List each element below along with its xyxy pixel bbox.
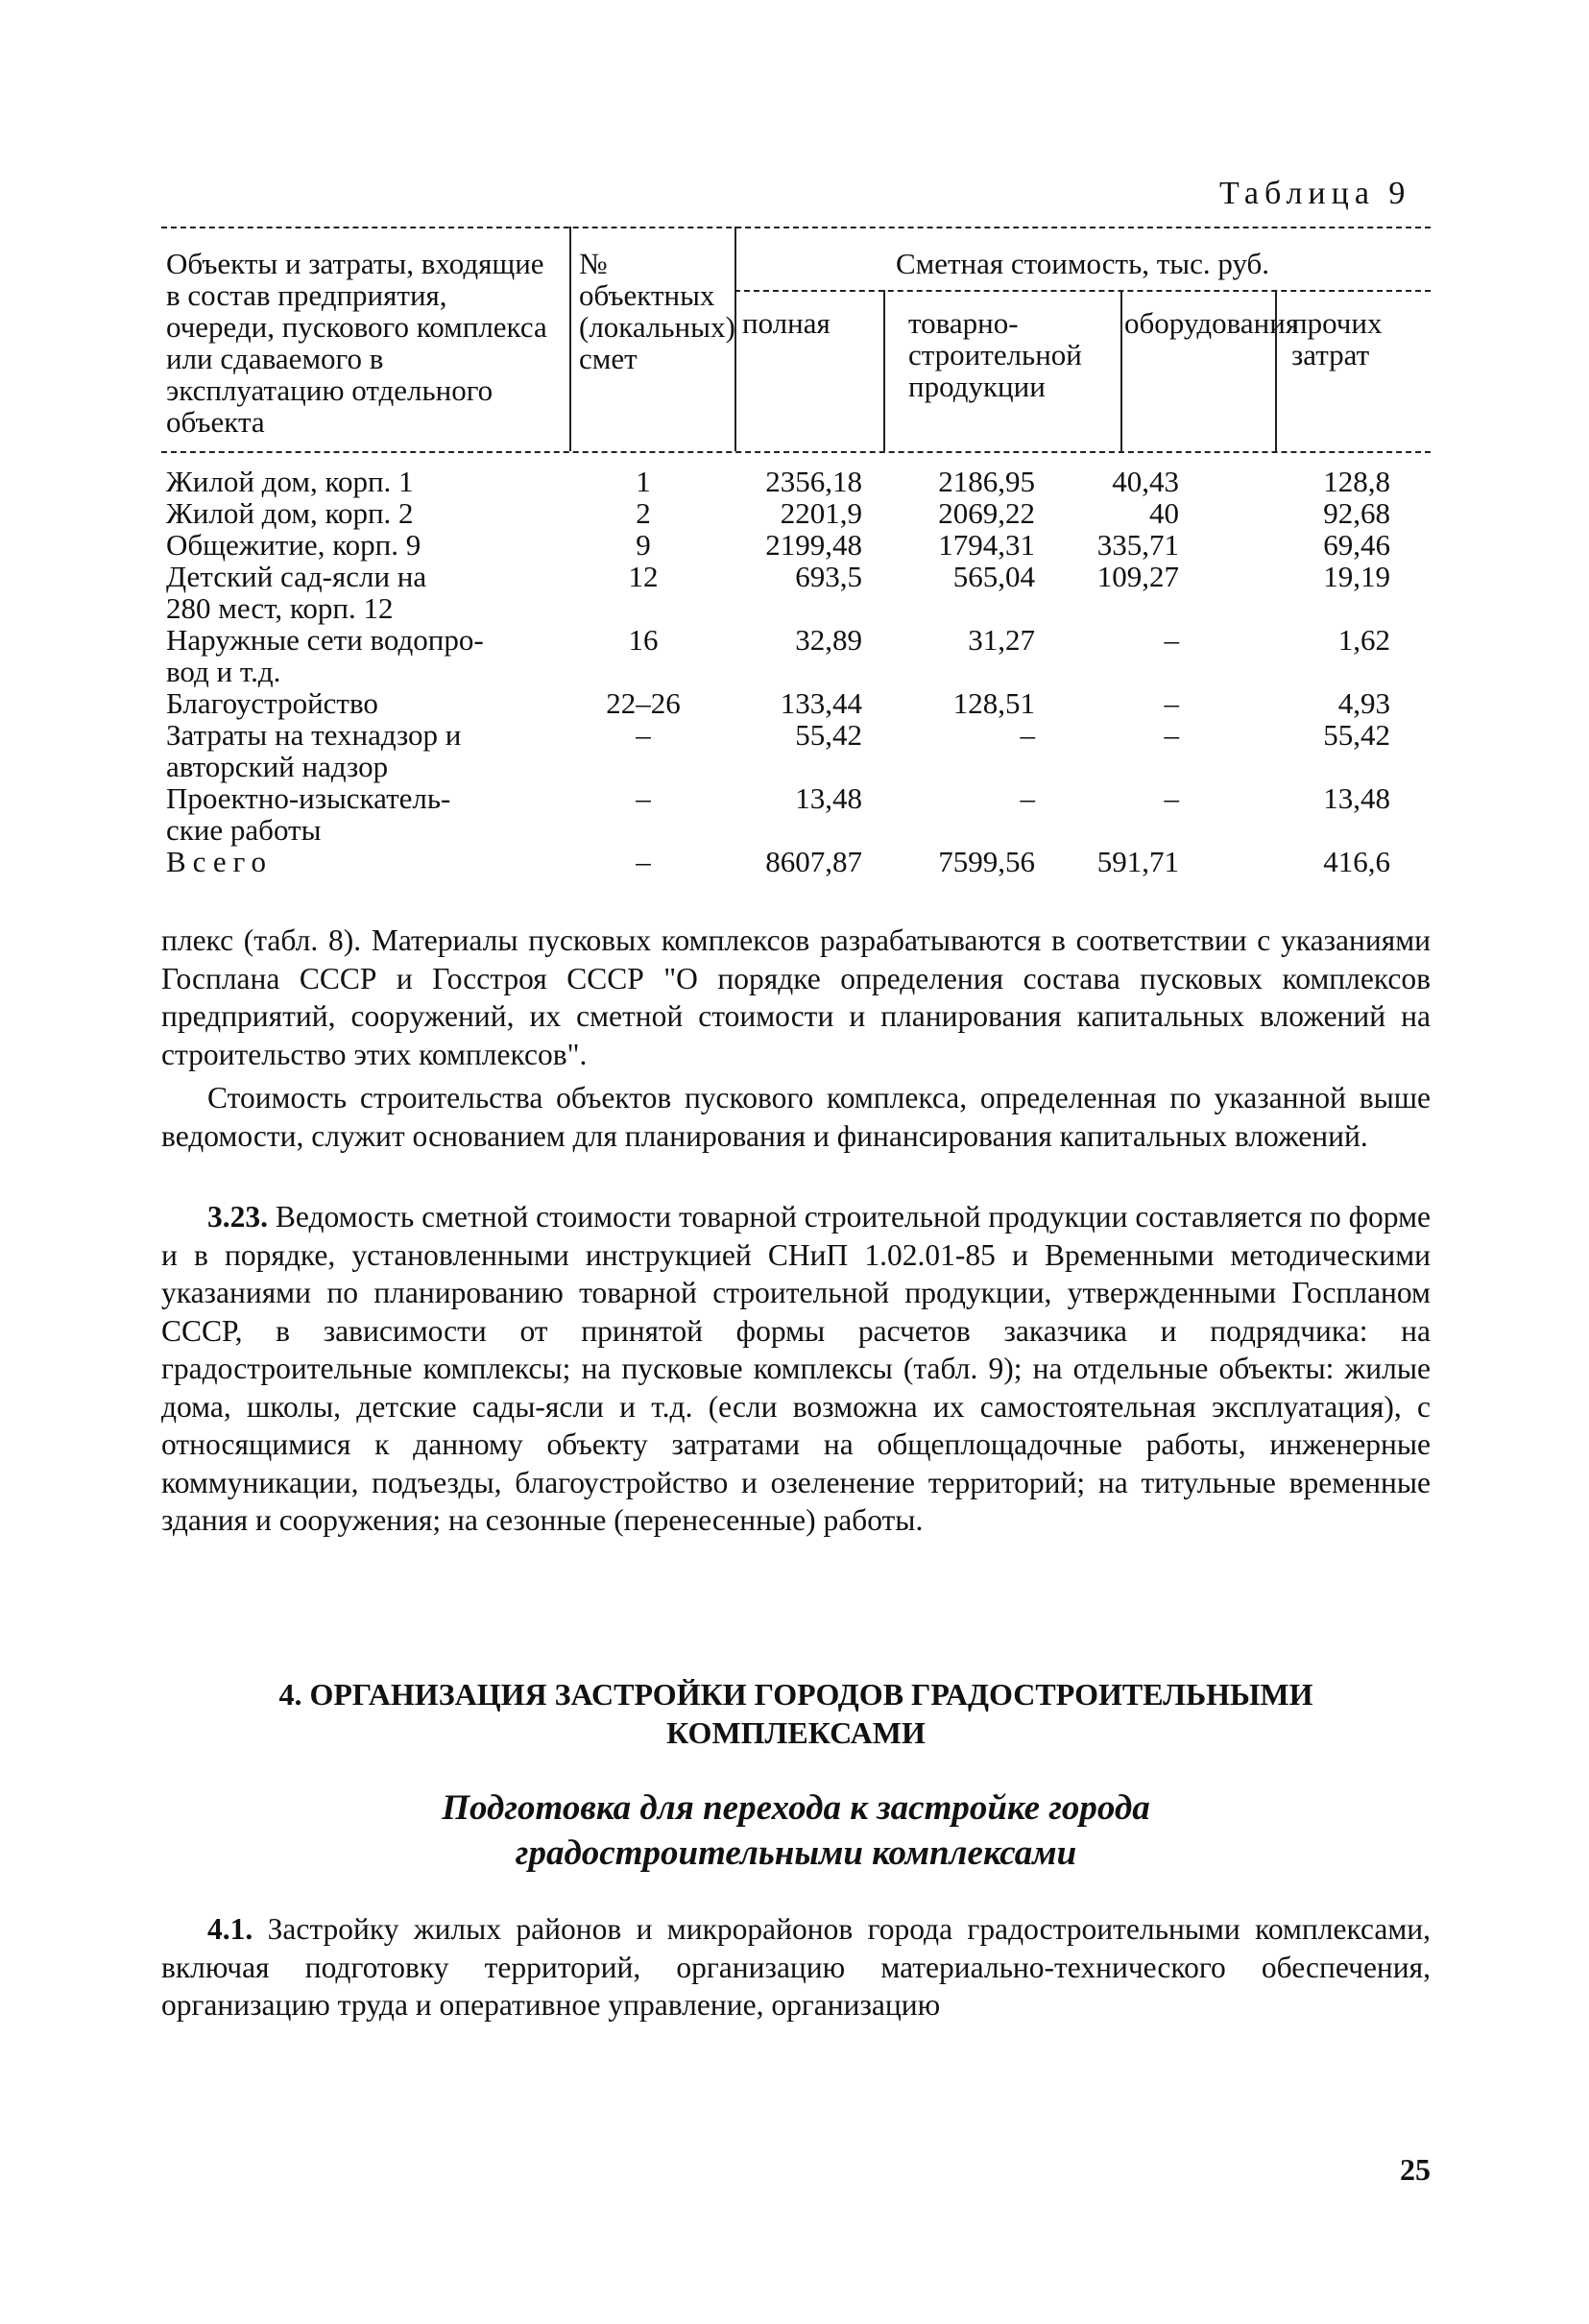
cell-equipment: 40,43 xyxy=(1112,465,1179,498)
table-row xyxy=(161,719,1431,751)
paragraph-4-1 xyxy=(161,1910,1431,2025)
table-row-continuation xyxy=(161,814,1431,846)
cell-number: – xyxy=(636,718,651,752)
cell-other: 55,42 xyxy=(1323,718,1390,752)
cell-other: 69,46 xyxy=(1323,528,1390,562)
header-other: прочих затрат xyxy=(1291,306,1383,371)
paragraph-text: Ведомость сметной стоимости товарной строительной продукции составляется по форме и в порядке, установленными инструкцией СНиП 1.02.01-85 и Временными методическими указаниями по планированию товарной строительной продукции, утвержденными Госпланом СССР, в зависимости от принятой формы расчетов заказчика и подрядчика: на градостроительные комплексы; на пусковые комплексы (табл. 9); на отдельные объекты: жилые дома, школы, детские сады-ясли и т.д. (если возможна их самостоятельная эксплуатация), с относящимися к данному объекту затратами на общеплощадочные работы, инженерные коммуникации, подъезды, благоустройство и озеленение территорий; на титульные временные здания и сооружения; на сезонные (перенесенные) работы. xyxy=(161,1200,1431,1537)
cell-name: Наружные сети водопро- xyxy=(166,623,484,657)
cell-name: Детский сад-ясли на xyxy=(166,560,427,593)
estimate-table xyxy=(161,227,1431,881)
table-row-continuation xyxy=(161,751,1431,782)
cell-number: 9 xyxy=(636,528,651,562)
cell-number: – xyxy=(636,781,651,815)
cell-full: 2356,18 xyxy=(765,465,862,498)
table-row xyxy=(161,624,1431,656)
cell-equipment: 335,71 xyxy=(1096,528,1179,562)
cell-equipment: 40 xyxy=(1149,496,1179,530)
cell-number: 2 xyxy=(636,496,651,530)
cell-name: Жилой дом, корп. 1 xyxy=(166,465,414,498)
table-row-total xyxy=(161,846,1431,877)
cell-other: 92,68 xyxy=(1323,496,1390,530)
cell-goods: 128,51 xyxy=(952,686,1035,720)
cell-equipment: – xyxy=(1164,781,1179,815)
table-top-rule xyxy=(161,227,1431,228)
table-header-bottom-rule xyxy=(161,451,1431,453)
table-row-continuation xyxy=(161,656,1431,687)
cell-goods: – xyxy=(1020,718,1035,752)
page-number: 25 xyxy=(1400,2152,1431,2187)
cell-number: 22–26 xyxy=(606,686,681,720)
table-row xyxy=(161,497,1431,529)
cell-full: 13,48 xyxy=(795,781,862,815)
cell-name: 280 мест, корп. 12 xyxy=(166,591,394,625)
header-equipment: оборудования xyxy=(1124,306,1300,340)
cell-goods: – xyxy=(1020,781,1035,815)
cell-name: Всего xyxy=(166,845,274,878)
cell-number: 1 xyxy=(636,465,651,498)
table-vrule-3 xyxy=(883,290,885,451)
cell-other: 4,93 xyxy=(1337,686,1390,720)
cell-other: 13,48 xyxy=(1323,781,1390,815)
table-subheader-rule xyxy=(734,290,1431,292)
header-goods: товарно-строительной продукции xyxy=(908,306,1082,403)
cell-goods: 2186,95 xyxy=(938,465,1035,498)
cell-equipment: 591,71 xyxy=(1096,845,1179,878)
cell-number: – xyxy=(636,845,651,878)
table-row xyxy=(161,687,1431,719)
cell-name: Проектно-изыскатель- xyxy=(166,781,451,815)
table-vrule-4 xyxy=(1120,290,1122,451)
cell-name: Затраты на технадзор и xyxy=(166,718,462,752)
cell-name: Жилой дом, корп. 2 xyxy=(166,496,414,530)
cell-number: 12 xyxy=(628,560,659,593)
paragraph-3-23 xyxy=(161,1198,1431,1540)
section-title-line-2: КОМПЛЕКСАМИ xyxy=(666,1715,926,1750)
table-row xyxy=(161,782,1431,814)
cell-full: 8607,87 xyxy=(765,845,862,878)
cell-full: 2199,48 xyxy=(765,528,862,562)
table-vrule-1 xyxy=(569,227,571,451)
cell-equipment: – xyxy=(1164,623,1179,657)
paragraph-text: Застройку жилых районов и микрорайонов города градостроительными комплексами, включая подготовку территорий, организацию материально-технического обеспечения, организацию труда и оперативное управление, организацию xyxy=(161,1912,1431,2022)
cell-name: Общежитие, корп. 9 xyxy=(166,528,421,562)
cell-goods: 31,27 xyxy=(968,623,1035,657)
cell-other: 416,6 xyxy=(1323,845,1390,878)
section-title-line-1: 4. ОРГАНИЗАЦИЯ ЗАСТРОЙКИ ГОРОДОВ ГРАДОСТРОИТЕЛЬНЫМИ xyxy=(278,1677,1313,1712)
header-objects: Объекты и затраты, входящие в состав предприятия, очереди, пускового комплекса или сдаваемого в эксплуатацию отдельного объекта xyxy=(166,247,547,439)
cell-full: 32,89 xyxy=(795,623,862,657)
cell-name: авторский надзор xyxy=(166,750,389,783)
cell-full: 693,5 xyxy=(795,560,862,593)
table-caption: Таблица 9 xyxy=(1219,176,1411,211)
cell-other: 19,19 xyxy=(1323,560,1390,593)
subsection-title-line-2: градостроительными комплексами xyxy=(515,1833,1077,1873)
table-row-continuation xyxy=(161,592,1431,624)
cell-other: 128,8 xyxy=(1323,465,1390,498)
header-full: полная xyxy=(742,306,831,340)
table-row xyxy=(161,561,1431,592)
header-estimate-group: Сметная стоимость, тыс. руб. xyxy=(895,247,1270,280)
paragraph-number: 4.1. xyxy=(207,1912,253,1946)
cell-goods: 7599,56 xyxy=(938,845,1035,878)
cell-goods: 1794,31 xyxy=(938,528,1035,562)
cell-equipment: 109,27 xyxy=(1096,560,1179,593)
cell-full: 133,44 xyxy=(780,686,862,720)
cell-goods: 2069,22 xyxy=(938,496,1035,530)
table-row xyxy=(161,466,1431,497)
paragraph: Стоимость строительства объектов пускового комплекса, определенная по указанной выше ведомости, служит основанием для планирования и финансирования капитальных вложений. xyxy=(161,1081,1431,1153)
cell-number: 16 xyxy=(628,623,659,657)
cell-other: 1,62 xyxy=(1337,623,1390,657)
cell-name: Благоустройство xyxy=(166,686,378,720)
header-number: № объектных (локальных) смет xyxy=(579,247,735,375)
table-row xyxy=(161,529,1431,561)
paragraph: плекс (табл. 8). Материалы пусковых комплексов разрабатываются в соответствии с указаниями Госплана СССР и Госстроя СССР "О порядке определения состава пусковых комплексов предприятий, сооружений, их сметной стоимости и планирования капитальных вложений на строительство этих комплексов". xyxy=(161,923,1431,1071)
cell-equipment: – xyxy=(1164,686,1179,720)
subsection-title-line-1: Подготовка для перехода к застройке города xyxy=(442,1788,1150,1828)
cell-full: 2201,9 xyxy=(780,496,862,530)
cell-name: ские работы xyxy=(166,813,322,847)
paragraph-number: 3.23. xyxy=(207,1200,268,1234)
cell-goods: 565,04 xyxy=(952,560,1035,593)
cell-name: вод и т.д. xyxy=(166,655,281,688)
cell-equipment: – xyxy=(1164,718,1179,752)
cell-full: 55,42 xyxy=(795,718,862,752)
